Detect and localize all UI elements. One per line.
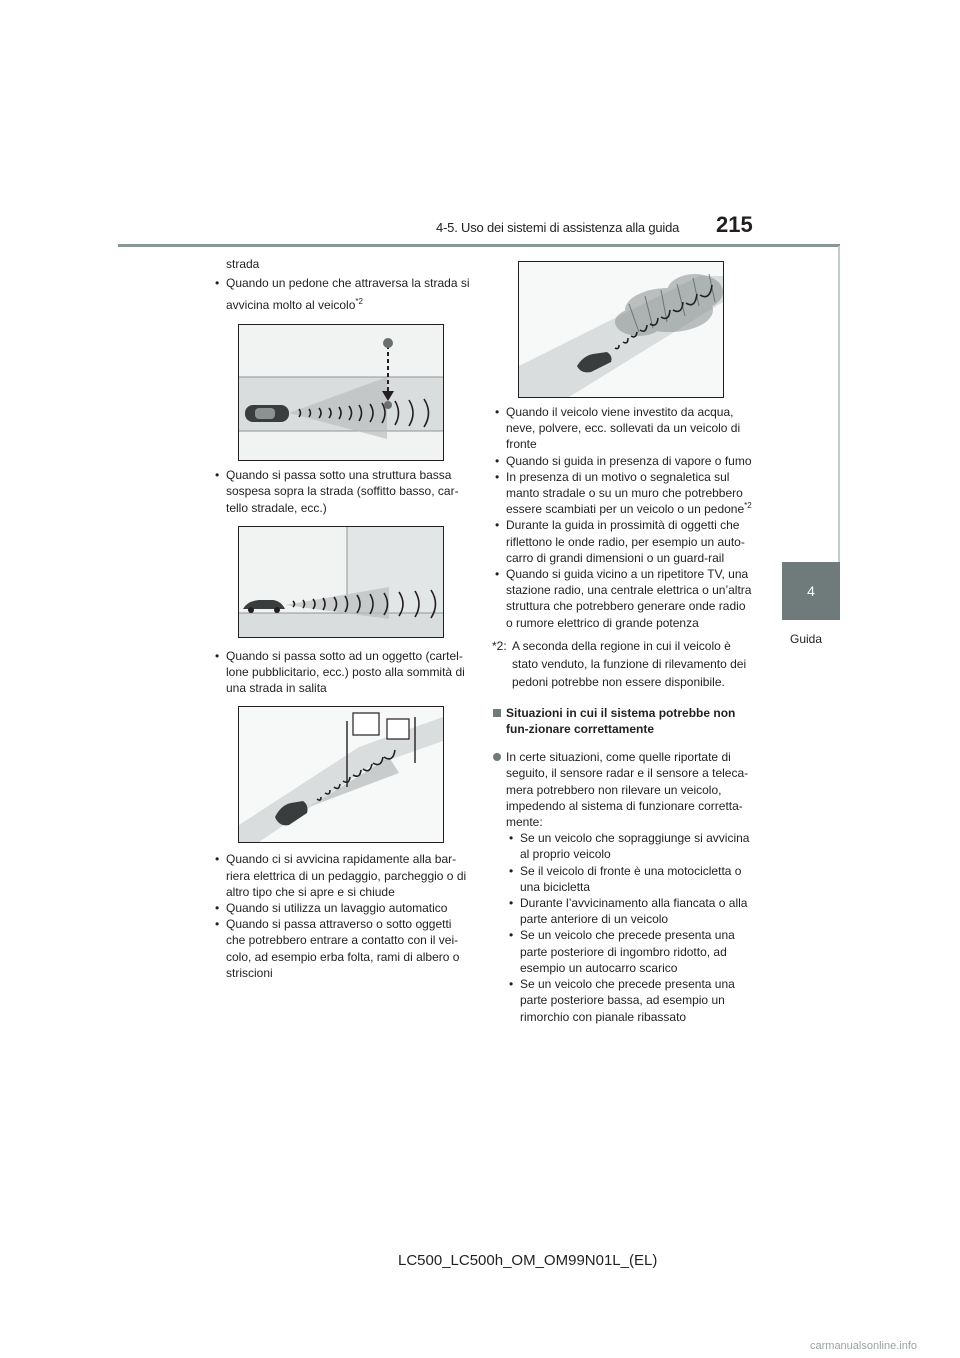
figure-low-structure: [238, 526, 444, 638]
list-item: • Quando si guida vicino a un ripetitore TV, una stazione radio, una centrale elettrica o un’altra struttura che potrebbero generare onde radio o rumore elettrico di grande potenza: [492, 566, 752, 631]
footnote-ref: *2: [744, 501, 752, 511]
list-item: • Se un veicolo che sopraggiunge si avvicina al proprio veicolo: [492, 830, 752, 862]
footnote: [492, 637, 752, 691]
right-column: [492, 404, 752, 1025]
chapter-label: Guida: [790, 632, 823, 646]
footer-code: LC500_LC500h_OM_OM99N01L_(EL): [398, 1252, 658, 1269]
chapter-tab[interactable]: [782, 562, 840, 620]
list-item: • Quando si passa sotto una struttura bassa sospesa sopra la strada (soffitto basso, car-tello stradale, ecc.): [212, 467, 474, 516]
list-item: • Quando si passa attraverso o sotto oggetti che potrebbero entrare a contatto con il vei-colo, ad esempio erba folta, rami di albero o striscioni: [212, 916, 474, 981]
list-item: • Se il veicolo di fronte è una motocicletta o una bicicletta: [492, 863, 752, 895]
figure-pedestrian-crossing: [238, 324, 444, 461]
paragraph: In certe situazioni, come quelle riportate di seguito, il sensore radar e il sensore a teleca-mera potrebbero non rilevare un veicolo, impedendo al sistema di funzionare corretta-mente:: [492, 749, 752, 830]
list-item: • Quando si passa sotto ad un oggetto (cartel-lone pubblicitario, ecc.) posto alla sommità di una strada in salita: [212, 648, 474, 697]
header-rule: [118, 244, 840, 247]
list-item: [492, 469, 752, 518]
section-title: 4-5. Uso dei sistemi di assistenza alla guida: [436, 220, 680, 235]
list-item: • Quando si guida in presenza di vapore o fumo: [492, 453, 752, 469]
chapter-side-line: [838, 246, 840, 576]
intro-continuation: strada: [226, 257, 260, 271]
watermark[interactable]: carmanualsonline.info: [810, 1340, 918, 1352]
figure-spray-cloud: [518, 261, 724, 398]
item-pedestrian-text: Quando un pedone che attraversa la strada si avvicina molto al veicolo: [226, 276, 470, 313]
item-pattern-text: In presenza di un motivo o segnaletica sul manto stradale o su un muro che potrebbero essere scambiati per un veicolo o un pedone: [506, 469, 745, 517]
footnote-text: A seconda della regione in cui il veicolo è stato venduto, la funzione di rilevamento dei pedoni potrebbe non essere disponibile.: [512, 638, 747, 689]
list-item: [212, 272, 474, 316]
list-item: • Durante l’avvicinamento alla fiancata o alla parte anteriore di un veicolo: [492, 895, 752, 927]
page-number: 215: [716, 212, 753, 237]
list-item: • Se un veicolo che precede presenta una parte posteriore bassa, ad esempio un rimorchio con pianale ribassato: [492, 976, 752, 1025]
list-item: • Quando il veicolo viene investito da acqua, neve, polvere, ecc. sollevati da un veicolo di fronte: [492, 404, 752, 453]
list-item: • Quando si utilizza un lavaggio automatico: [212, 900, 474, 916]
list-item: • Durante la guida in prossimità di oggetti che riflettono le onde radio, per esempio un auto-carro di grandi dimensioni o un guard-rail: [492, 517, 752, 566]
left-column: [212, 256, 474, 981]
figure-uphill-sign: [238, 706, 444, 843]
section-heading: Situazioni in cui il sistema potrebbe non fun-zionare correttamente: [492, 705, 752, 737]
footnote-ref: *2: [355, 297, 363, 307]
chapter-number: 4: [807, 583, 815, 599]
footnote-mark: *2:: [492, 638, 507, 653]
list-item: • Se un veicolo che precede presenta una parte posteriore di ingombro ridotto, ad esempio un autocarro scarico: [492, 927, 752, 976]
list-item: • Quando ci si avvicina rapidamente alla bar-riera elettrica di un pedaggio, parcheggio o di altro tipo che si apre e si chiude: [212, 851, 474, 900]
